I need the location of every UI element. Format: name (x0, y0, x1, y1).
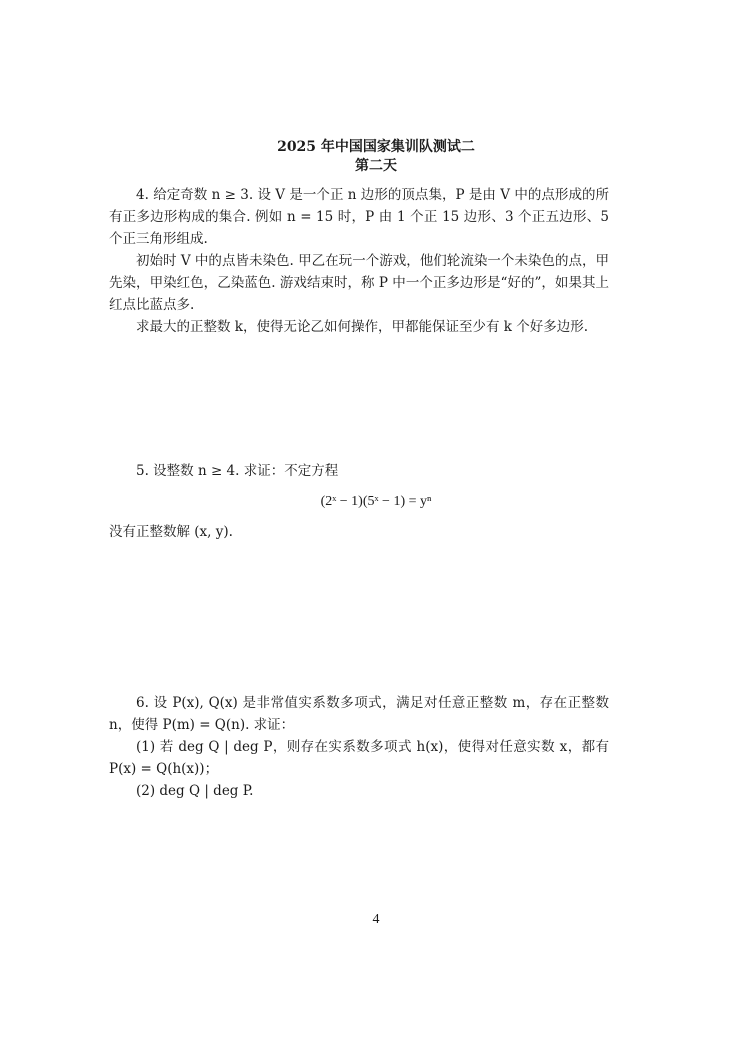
problem-5-conclusion: 没有正整数解 (x, y). (109, 524, 233, 540)
problem-4-game-rules: 初始时 V 中的点皆未染色. 甲乙在玩一个游戏，他们轮流染一个未染色的点，甲先染，甲染红色，乙染蓝色. 游戏结束时，称 P 中一个正多边形是“好的”，如果其上红点比蓝点多. (109, 253, 609, 313)
page-subtitle: 第二天 (355, 158, 397, 174)
problem-6-part-1: (1) 若 deg Q | deg P，则存在实系数多项式 h(x)，使得对任意实数 x，都有 P(x) = Q(h(x))； (109, 739, 609, 777)
page-title: 2025 年中国国家集训队测试二 (277, 139, 475, 155)
problem-5 (109, 460, 609, 482)
problem-6-part-2: (2) deg Q | deg P. (136, 783, 254, 799)
problem-4-statement: 4. 给定奇数 n ≥ 3. 设 V 是一个正 n 边形的顶点集，P 是由 V 中的点形成的所有正多边形构成的集合. 例如 n = 15 时，P 由 1 个正 15 边形、3 个正五边形、5 个正三角形组成. (109, 187, 609, 247)
page-number: 4 (372, 912, 380, 927)
problem-4-question: 求最大的正整数 k，使得无论乙如何操作，甲都能保证至少有 k 个好多边形. (136, 319, 589, 335)
problem-5-equation: (2ˣ − 1)(5ˣ − 1) = yⁿ (320, 494, 432, 509)
problem-6 (109, 692, 609, 802)
problem-6-intro: 6. 设 P(x), Q(x) 是非常值实系数多项式，满足对任意正整数 m，存在正整数 n，使得 P(m) = Q(n). 求证： (109, 695, 609, 733)
problem-4 (109, 184, 609, 338)
problem-5-intro: 5. 设整数 n ≥ 4. 求证：不定方程 (136, 463, 339, 479)
